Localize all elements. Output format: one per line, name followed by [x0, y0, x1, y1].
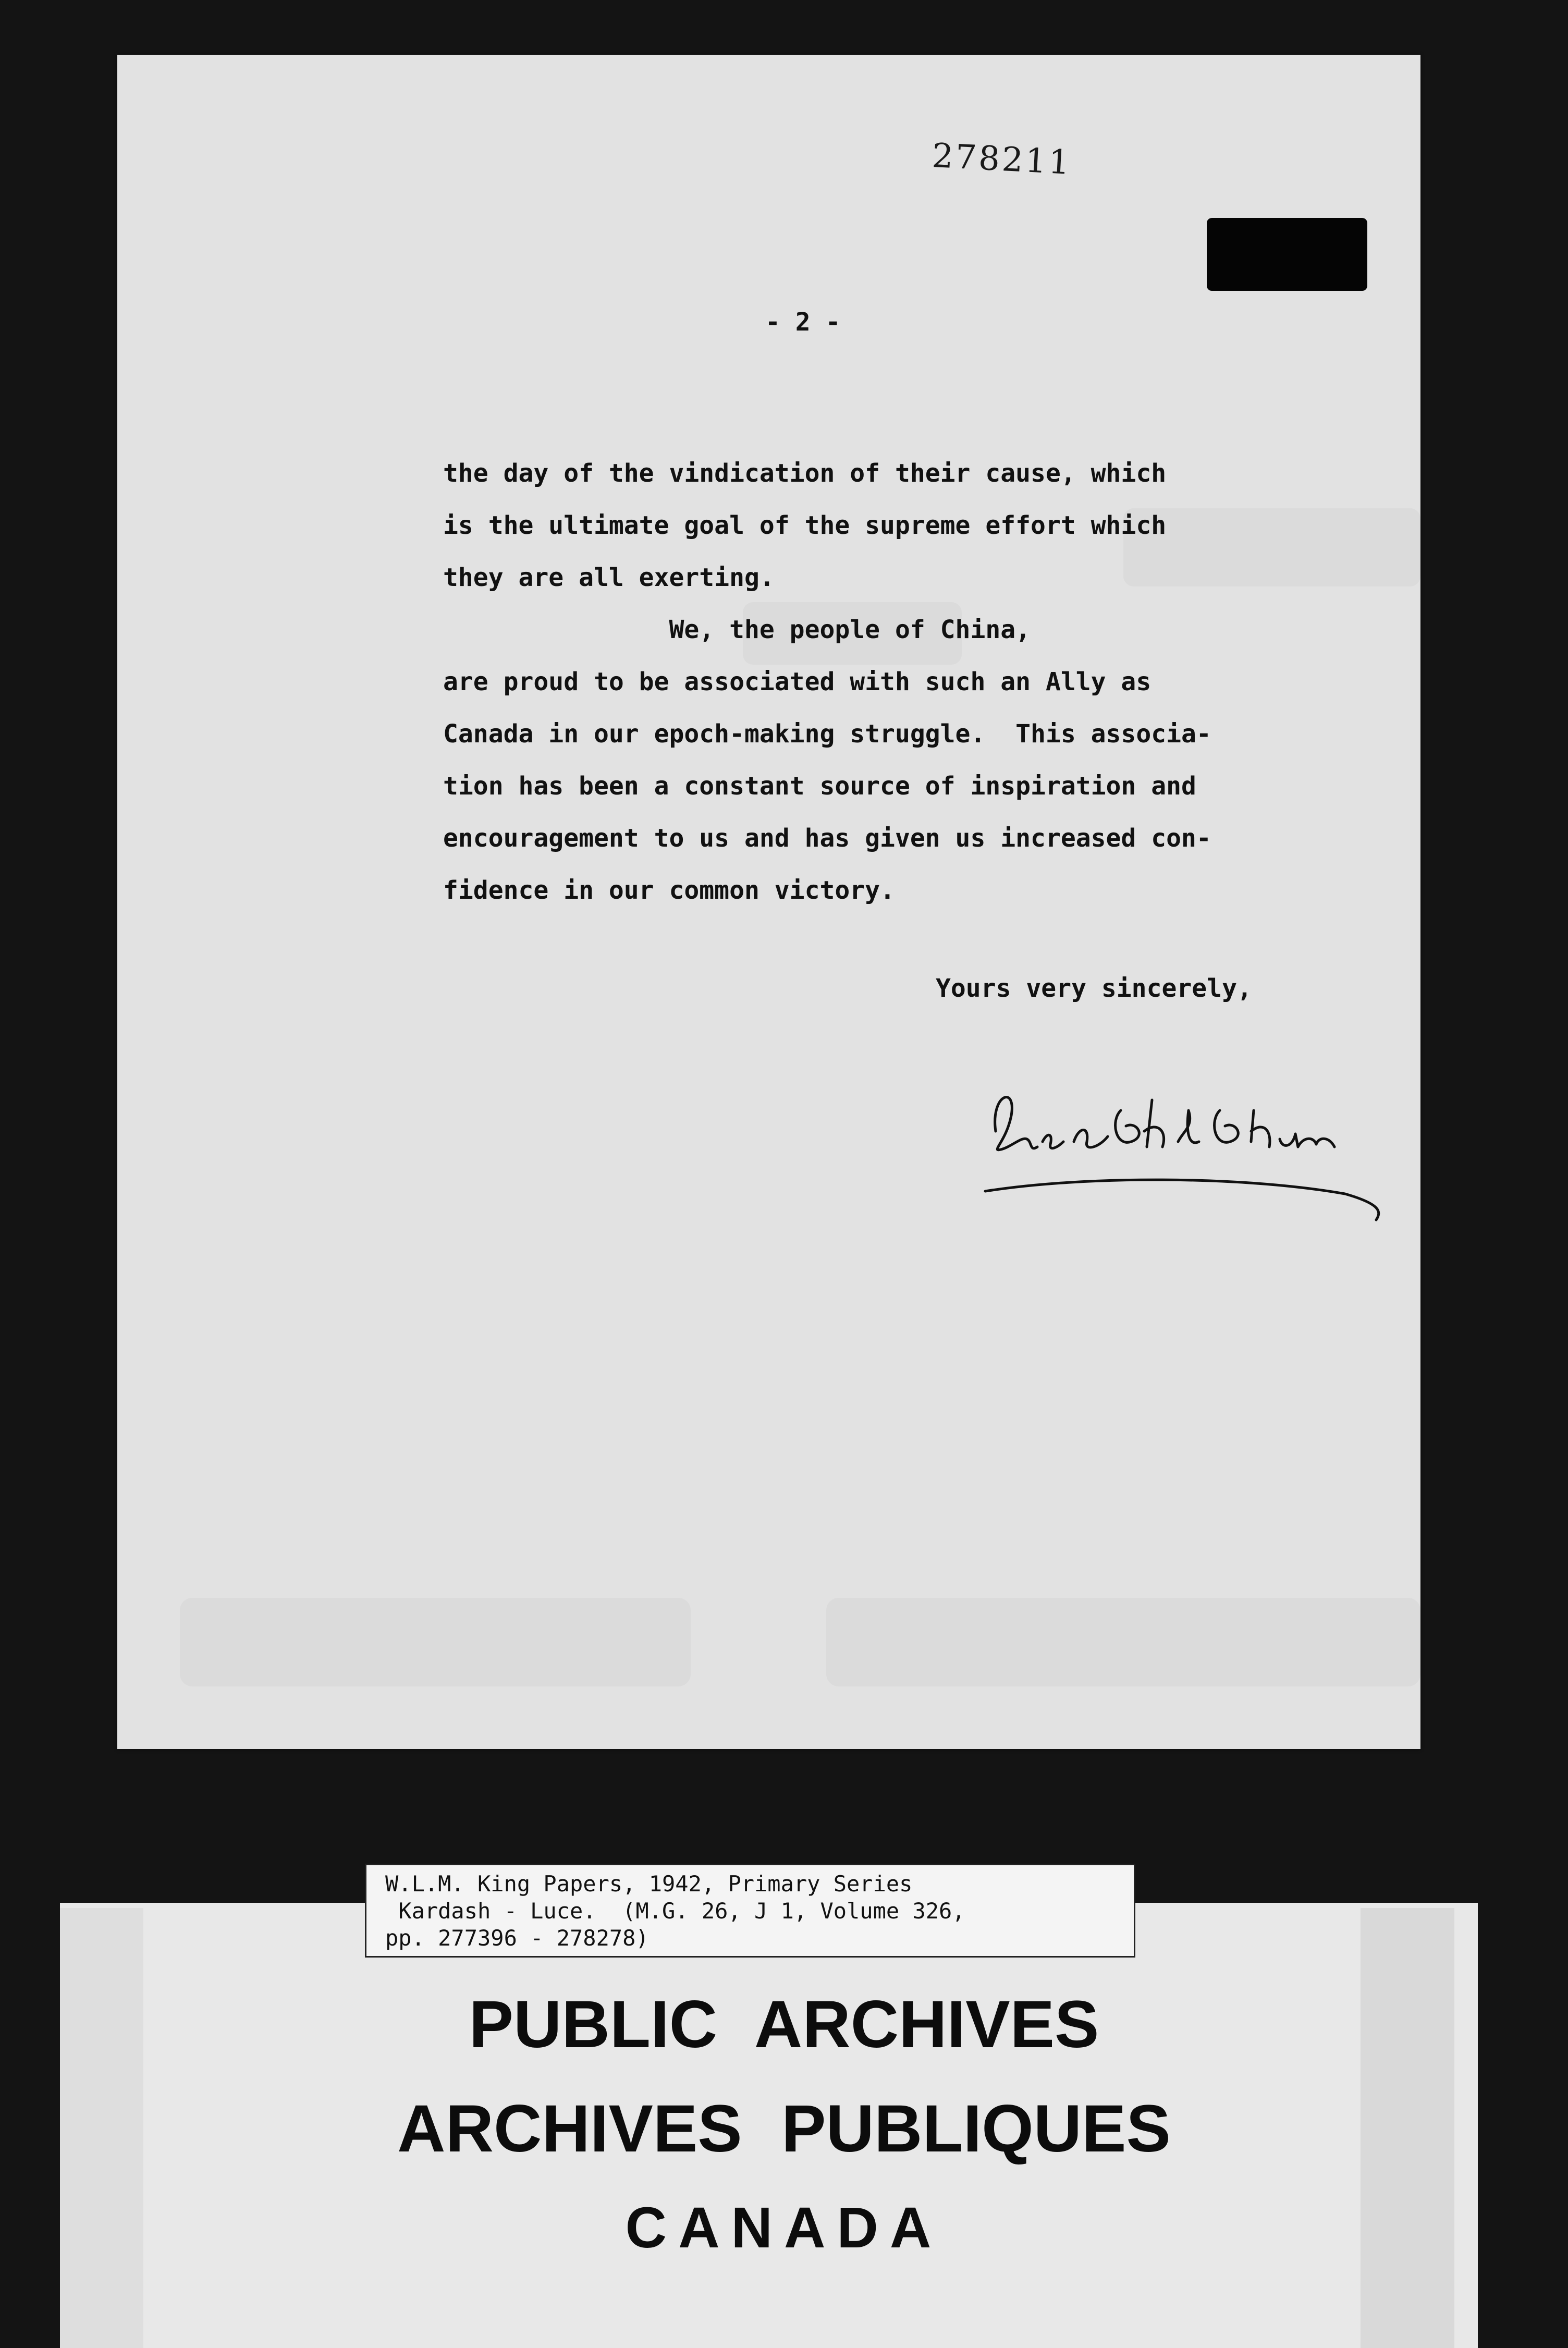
citation-line: W.L.M. King Papers, 1942, Primary Series [385, 1871, 913, 1897]
body-line: We, the people of China, [443, 615, 1031, 644]
redaction-bar [1207, 218, 1367, 291]
page-number: - 2 - [765, 308, 841, 337]
body-line: is the ultimate goal of the supreme effort which [443, 511, 1167, 540]
body-line: the day of the vindication of their cause, which [443, 459, 1167, 488]
body-line: they are all exerting. [443, 563, 775, 592]
citation-line: Kardash - Luce. (M.G. 26, J 1, Volume 326, [385, 1898, 965, 1924]
body-line: Canada in our epoch-making struggle. This associa- [443, 719, 1211, 749]
closing-salutation: Yours very sincerely, [936, 974, 1252, 1003]
body-line: tion has been a constant source of inspiration and [443, 772, 1196, 801]
body-line: fidence in our common victory. [443, 876, 895, 905]
body-line: encouragement to us and has given us increased con- [443, 824, 1211, 853]
archive-stamp-country: CANADA [625, 2196, 943, 2260]
archive-stamp-english: PUBLIC ARCHIVES [469, 1987, 1099, 2062]
archive-page-number: 278211 [931, 137, 1073, 182]
citation-line: pp. 277396 - 278278) [385, 1925, 649, 1951]
body-line: are proud to be associated with such an Ally as [443, 667, 1152, 696]
citation-label [365, 1864, 1135, 1958]
archive-stamp-french: ARCHIVES PUBLIQUES [397, 2092, 1171, 2166]
handwritten-signature [980, 1063, 1387, 1241]
